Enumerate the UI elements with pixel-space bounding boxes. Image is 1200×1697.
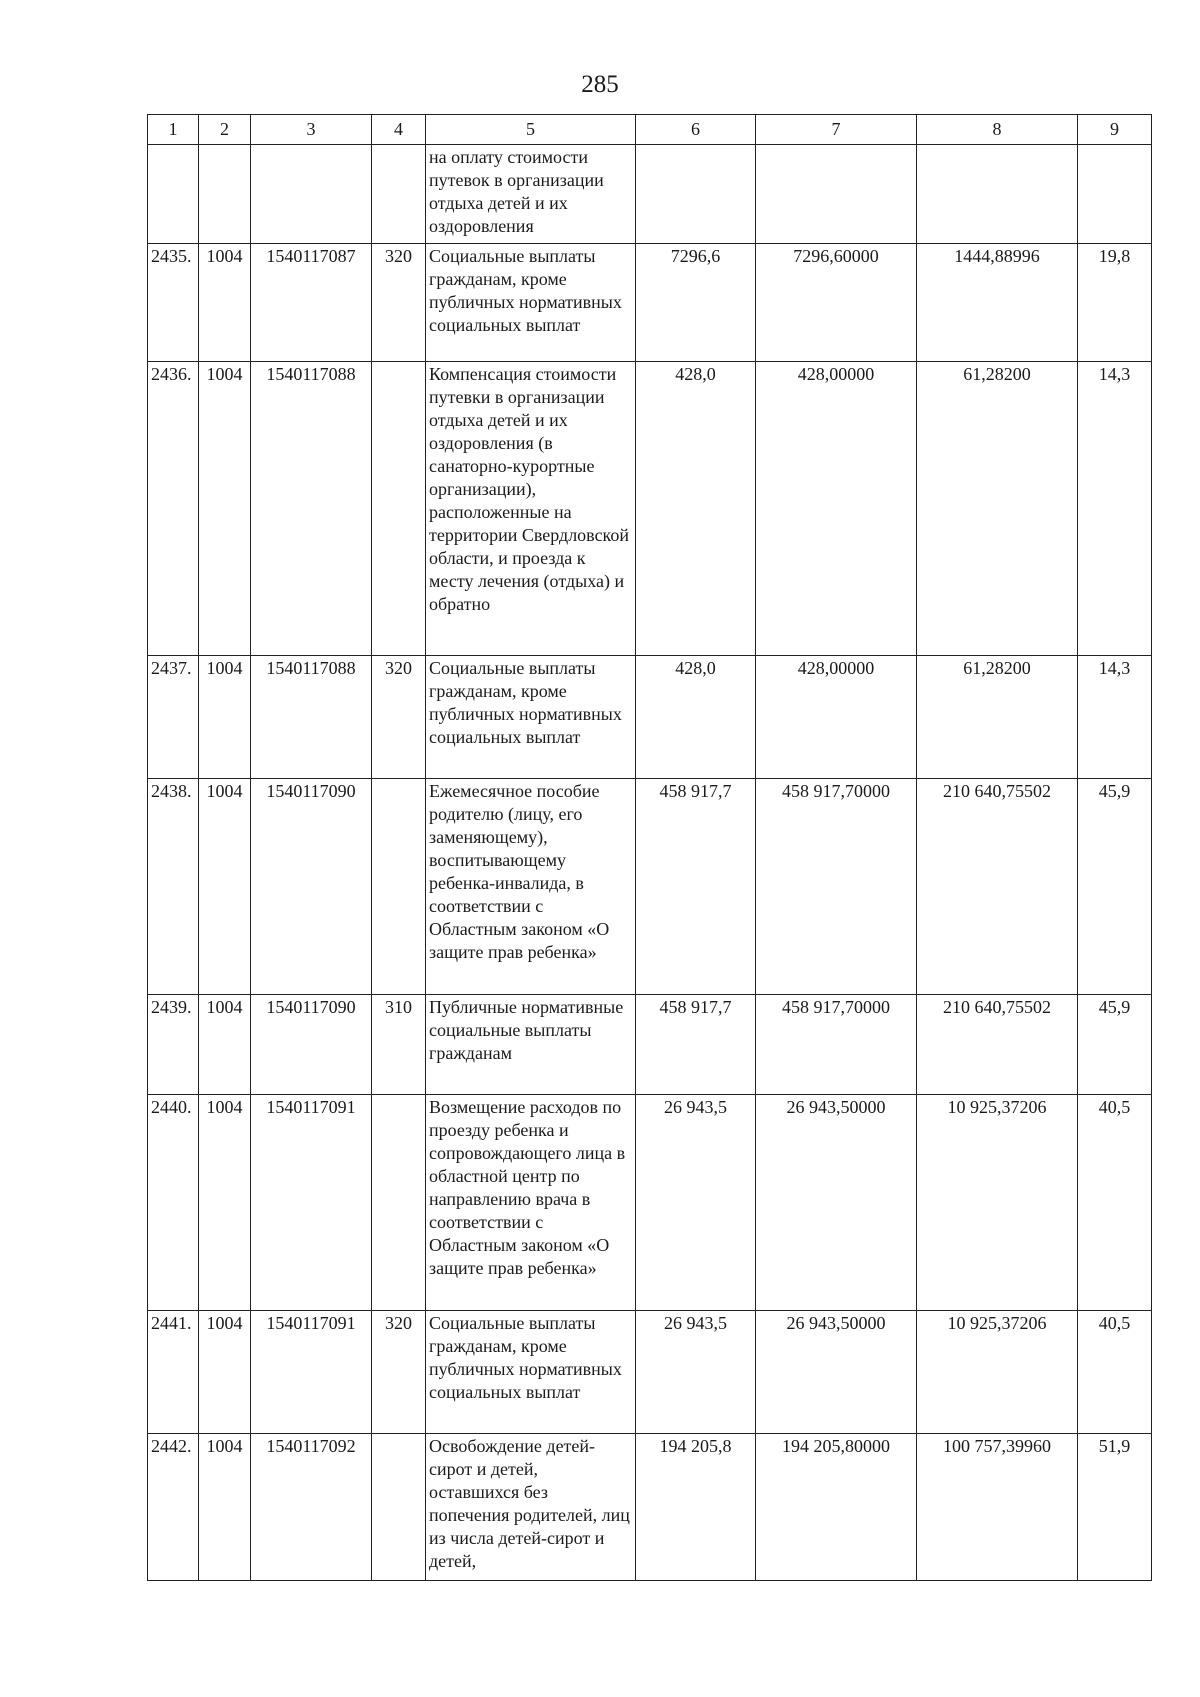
item-name: на оплату стоимости путевок в организации отдыха детей и их оздоровления	[426, 145, 636, 244]
target-code: 1540117091	[251, 1095, 372, 1311]
item-name: Социальные выплаты гражданам, кроме публичных нормативных социальных выплат	[426, 1311, 636, 1434]
table-row	[148, 1434, 1152, 1581]
value-col9: 14,3	[1078, 656, 1152, 779]
budget-table	[147, 114, 1152, 1581]
value-col8: 61,28200	[917, 362, 1078, 656]
target-code: 1540117088	[251, 656, 372, 779]
column-header: 8	[917, 115, 1078, 145]
item-name: Возмещение расходов по проезду ребенка и сопровождающего лица в областной центр по направлению врача в соответствии с Областным законом «О защите прав ребенка»	[426, 1095, 636, 1311]
value-col7: 26 943,50000	[756, 1095, 917, 1311]
value-col8: 10 925,37206	[917, 1095, 1078, 1311]
column-header: 3	[251, 115, 372, 145]
value-col7: 428,00000	[756, 656, 917, 779]
value-col6: 458 917,7	[636, 779, 756, 995]
expense-type	[372, 1434, 426, 1581]
section-code: 1004	[199, 1311, 251, 1434]
item-name: Публичные нормативные социальные выплаты гражданам	[426, 995, 636, 1095]
value-col6: 26 943,5	[636, 1311, 756, 1434]
page-number: 285	[581, 71, 619, 98]
target-code: 1540117092	[251, 1434, 372, 1581]
expense-type	[372, 145, 426, 244]
expense-type: 320	[372, 244, 426, 362]
value-col8: 210 640,75502	[917, 779, 1078, 995]
column-header: 2	[199, 115, 251, 145]
value-col8	[917, 145, 1078, 244]
row-number: 2439.	[148, 995, 199, 1095]
expense-type	[372, 362, 426, 656]
section-code: 1004	[199, 1095, 251, 1311]
section-code: 1004	[199, 1434, 251, 1581]
value-col6: 26 943,5	[636, 1095, 756, 1311]
column-header: 4	[372, 115, 426, 145]
value-col9: 45,9	[1078, 995, 1152, 1095]
column-header: 1	[148, 115, 199, 145]
target-code: 1540117090	[251, 995, 372, 1095]
item-name: Социальные выплаты гражданам, кроме публичных нормативных социальных выплат	[426, 656, 636, 779]
value-col9: 19,8	[1078, 244, 1152, 362]
expense-type: 320	[372, 656, 426, 779]
value-col8: 210 640,75502	[917, 995, 1078, 1095]
header-row	[148, 115, 1152, 145]
item-name: Социальные выплаты гражданам, кроме публичных нормативных социальных выплат	[426, 244, 636, 362]
value-col6	[636, 145, 756, 244]
value-col8: 61,28200	[917, 656, 1078, 779]
expense-type	[372, 1095, 426, 1311]
item-name: Ежемесячное пособие родителю (лицу, его заменяющему), воспитывающему ребенка-инвалида, в соответствии с Областным законом «О защите прав ребенка»	[426, 779, 636, 995]
value-col6: 194 205,8	[636, 1434, 756, 1581]
target-code: 1540117090	[251, 779, 372, 995]
row-number: 2435.	[148, 244, 199, 362]
target-code: 1540117087	[251, 244, 372, 362]
value-col7	[756, 145, 917, 244]
value-col9: 40,5	[1078, 1095, 1152, 1311]
section-code: 1004	[199, 362, 251, 656]
value-col6: 428,0	[636, 362, 756, 656]
value-col7: 458 917,70000	[756, 779, 917, 995]
value-col9: 45,9	[1078, 779, 1152, 995]
value-col7: 194 205,80000	[756, 1434, 917, 1581]
table-row	[148, 362, 1152, 656]
item-name: Компенсация стоимости путевки в организации отдыха детей и их оздоровления (в санаторно-курортные организации), расположенные на территории Свердловской области, и проезда к месту лечения (отдыха) и обратно	[426, 362, 636, 656]
column-header: 7	[756, 115, 917, 145]
value-col8: 10 925,37206	[917, 1311, 1078, 1434]
value-col8: 100 757,39960	[917, 1434, 1078, 1581]
expense-type: 320	[372, 1311, 426, 1434]
value-col9: 14,3	[1078, 362, 1152, 656]
section-code: 1004	[199, 656, 251, 779]
table-row	[148, 995, 1152, 1095]
row-number: 2440.	[148, 1095, 199, 1311]
value-col6: 7296,6	[636, 244, 756, 362]
value-col7: 428,00000	[756, 362, 917, 656]
row-number: 2436.	[148, 362, 199, 656]
value-col7: 7296,60000	[756, 244, 917, 362]
row-number: 2441.	[148, 1311, 199, 1434]
column-header: 5	[426, 115, 636, 145]
value-col8: 1444,88996	[917, 244, 1078, 362]
table-row	[148, 656, 1152, 779]
section-code: 1004	[199, 995, 251, 1095]
value-col6: 428,0	[636, 656, 756, 779]
item-name: Освобождение детей-сирот и детей, оставшихся без попечения родителей, лиц из числа детей-сирот и детей,	[426, 1434, 636, 1581]
table-row	[148, 244, 1152, 362]
section-code: 1004	[199, 244, 251, 362]
target-code: 1540117091	[251, 1311, 372, 1434]
target-code: 1540117088	[251, 362, 372, 656]
section-code	[199, 145, 251, 244]
row-number: 2437.	[148, 656, 199, 779]
target-code	[251, 145, 372, 244]
table-row	[148, 1095, 1152, 1311]
table-row	[148, 779, 1152, 995]
value-col9: 51,9	[1078, 1434, 1152, 1581]
value-col9: 40,5	[1078, 1311, 1152, 1434]
row-number: 2442.	[148, 1434, 199, 1581]
column-header: 9	[1078, 115, 1152, 145]
value-col7: 458 917,70000	[756, 995, 917, 1095]
section-code: 1004	[199, 779, 251, 995]
value-col7: 26 943,50000	[756, 1311, 917, 1434]
column-header: 6	[636, 115, 756, 145]
expense-type	[372, 779, 426, 995]
table-row	[148, 1311, 1152, 1434]
row-number: 2438.	[148, 779, 199, 995]
expense-type: 310	[372, 995, 426, 1095]
row-number	[148, 145, 199, 244]
table-row	[148, 145, 1152, 244]
value-col6: 458 917,7	[636, 995, 756, 1095]
value-col9	[1078, 145, 1152, 244]
